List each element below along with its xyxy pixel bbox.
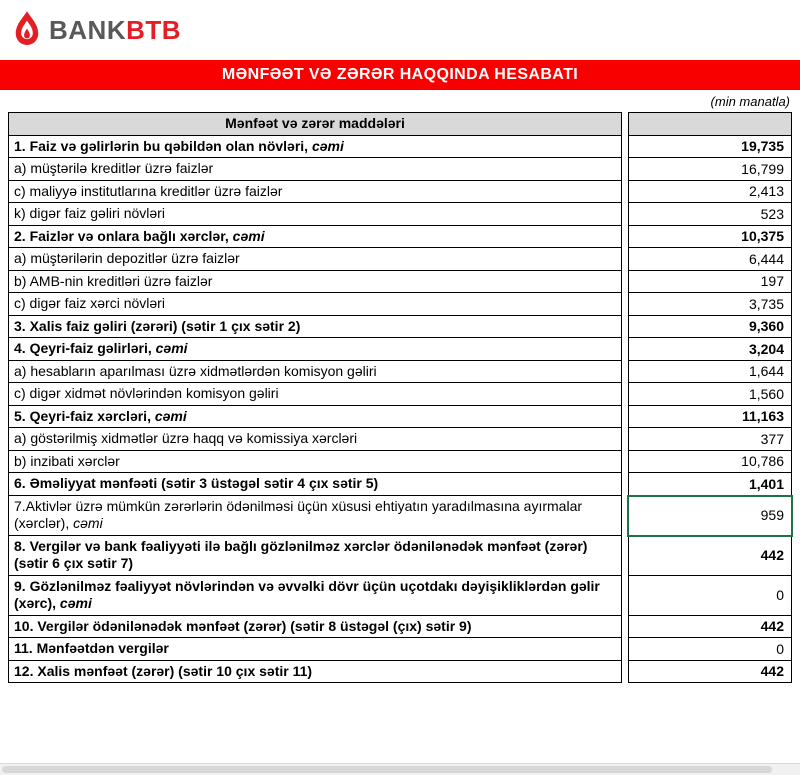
row-value: 442 bbox=[628, 661, 792, 684]
row-label-text: k) digər faiz gəliri növləri bbox=[14, 205, 165, 221]
row-label-text: c) digər xidmət növlərindən komisyon gəliri bbox=[14, 385, 279, 401]
pl-table-body bbox=[8, 136, 792, 684]
row-label-italic-suffix: cəmi bbox=[228, 227, 265, 244]
row-label-text: b) AMB-nin kreditləri üzrə faizlər bbox=[14, 272, 213, 289]
row-label bbox=[8, 271, 622, 294]
logo-text-btb: BTB bbox=[126, 15, 182, 45]
row-label bbox=[8, 316, 622, 339]
row-label bbox=[8, 226, 622, 249]
table-header-row bbox=[8, 112, 792, 136]
row-label-italic-suffix: cəmi bbox=[308, 137, 344, 154]
row-value: 10,375 bbox=[628, 226, 792, 249]
row-label bbox=[8, 248, 622, 271]
row-label-text: a) müştərilərin depozitlər üzrə faizlər bbox=[14, 250, 240, 266]
row-label bbox=[8, 383, 622, 406]
bank-logo bbox=[0, 0, 800, 50]
row-value: 377 bbox=[628, 428, 792, 451]
table-row bbox=[8, 616, 792, 639]
row-label-text: 10. Vergilər ödənilənədək mənfəət (zərər) (sətir 8 üstəgəl (çıx) sətir 9) bbox=[14, 617, 472, 634]
row-label bbox=[8, 616, 622, 639]
table-row bbox=[8, 316, 792, 339]
row-label-text: a) müştərilə kreditlər üzrə faizlər bbox=[14, 160, 214, 176]
table-row bbox=[8, 338, 792, 361]
row-label-text: 1. Faiz və gəlirlərin bu qəbildən olan növləri, bbox=[14, 137, 309, 154]
row-label-text: b) inzibati xərclər bbox=[14, 452, 120, 469]
row-label bbox=[8, 576, 622, 616]
table-row bbox=[8, 136, 792, 159]
table-row bbox=[8, 271, 792, 294]
row-label bbox=[8, 638, 622, 661]
row-label-text: 6. Əməliyyat mənfəəti (sətir 3 üstəgəl sətir 4 çıx sətir 5) bbox=[14, 475, 379, 491]
row-label-italic-suffix: cəmi bbox=[56, 595, 92, 611]
row-value: 11,163 bbox=[628, 406, 792, 429]
row-value: 1,560 bbox=[628, 383, 792, 406]
row-value: 197 bbox=[628, 271, 792, 294]
table-row bbox=[8, 406, 792, 429]
table-header-value bbox=[628, 112, 792, 136]
row-label-text: 11. Mənfəətdən vergilər bbox=[14, 640, 169, 656]
row-label bbox=[8, 496, 622, 536]
table-row bbox=[8, 361, 792, 384]
row-label bbox=[8, 158, 622, 181]
row-label bbox=[8, 451, 622, 474]
row-value: 6,444 bbox=[628, 248, 792, 271]
row-label bbox=[8, 203, 622, 226]
row-label bbox=[8, 181, 622, 204]
logo-text-bank: BANK bbox=[49, 15, 127, 45]
row-label-text: a) hesabların aparılması üzrə xidmətlərdən komisyon gəliri bbox=[14, 362, 377, 379]
row-label bbox=[8, 661, 622, 684]
table-row bbox=[8, 158, 792, 181]
table-row bbox=[8, 248, 792, 271]
row-value: 2,413 bbox=[628, 181, 792, 204]
row-value: 442 bbox=[628, 536, 792, 576]
row-label-text: 8. Vergilər və bank fəaliyyəti ilə bağlı gözlənilməz xərclər ödənilənədək mənfəət (zərər) (sətir 6 çıx sətir 7) bbox=[14, 537, 588, 571]
row-label bbox=[8, 293, 622, 316]
table-row bbox=[8, 181, 792, 204]
row-label bbox=[8, 361, 622, 384]
row-value: 442 bbox=[628, 616, 792, 639]
row-value: 3,204 bbox=[628, 338, 792, 361]
row-label-italic-suffix: cəmi bbox=[69, 515, 103, 531]
row-value: 19,735 bbox=[628, 136, 792, 159]
row-label-text: c) digər faiz xərci növləri bbox=[14, 295, 165, 311]
row-label-text: c) maliyyə institutlarına kreditlər üzrə faizlər bbox=[14, 182, 283, 199]
row-label-text: 4. Qeyri-faiz gəlirləri, bbox=[14, 340, 152, 356]
row-label bbox=[8, 428, 622, 451]
row-label-text: 5. Qeyri-faiz xərcləri, bbox=[14, 407, 151, 424]
row-value: 523 bbox=[628, 203, 792, 226]
row-value: 1,401 bbox=[628, 473, 792, 496]
row-value: 1,644 bbox=[628, 361, 792, 384]
row-label bbox=[8, 136, 622, 159]
table-row bbox=[8, 536, 792, 576]
row-label bbox=[8, 406, 622, 429]
horizontal-scrollbar-thumb[interactable] bbox=[2, 766, 772, 773]
table-header-label: Mənfəət və zərər maddələri bbox=[8, 112, 622, 136]
row-value: 10,786 bbox=[628, 451, 792, 474]
pl-table bbox=[8, 112, 792, 683]
bank-logo-flame-icon bbox=[12, 10, 42, 50]
table-row bbox=[8, 496, 792, 536]
table-row bbox=[8, 293, 792, 316]
table-row bbox=[8, 451, 792, 474]
row-label-italic-suffix: cəmi bbox=[151, 340, 188, 356]
table-row bbox=[8, 428, 792, 451]
row-label-text: 12. Xalis mənfəət (zərər) (sətir 10 çıx sətir 11) bbox=[14, 662, 313, 679]
table-row bbox=[8, 383, 792, 406]
row-value: 959 bbox=[628, 496, 792, 536]
table-row bbox=[8, 638, 792, 661]
horizontal-scrollbar[interactable] bbox=[0, 763, 800, 775]
row-value: 0 bbox=[628, 638, 792, 661]
row-value: 0 bbox=[628, 576, 792, 616]
bank-logo-text bbox=[49, 17, 181, 43]
row-label-italic-suffix: cəmi bbox=[150, 407, 187, 424]
row-label-text: 3. Xalis faiz gəliri (zərəri) (sətir 1 çıx sətir 2) bbox=[14, 317, 301, 334]
unit-note: (min manatla) bbox=[710, 94, 790, 109]
row-label-text: 2. Faizlər və onlara bağlı xərclər, bbox=[14, 227, 229, 244]
table-row bbox=[8, 661, 792, 684]
row-label-text: 9. Gözlənilməz fəaliyyət növlərindən və əvvəlki dövr üçün uçotdakı dəyişikliklərdən gəlir (xərc), bbox=[14, 577, 600, 611]
row-value: 9,360 bbox=[628, 316, 792, 339]
row-label bbox=[8, 473, 622, 496]
row-value: 3,735 bbox=[628, 293, 792, 316]
row-value: 16,799 bbox=[628, 158, 792, 181]
table-row bbox=[8, 473, 792, 496]
row-label-text: 7.Aktivlər üzrə mümkün zərərlərin ödənilməsi üçün xüsusi ehtiyatın yaradılmasına ayırmalar (xərclər), bbox=[14, 497, 583, 531]
report-title-banner bbox=[0, 60, 800, 90]
row-label-text: a) göstərilmiş xidmətlər üzrə haqq və komissiya xərcləri bbox=[14, 430, 358, 446]
row-label bbox=[8, 338, 622, 361]
report-title: MƏNFƏƏT VƏ ZƏRƏR HAQQINDA HESABATI bbox=[221, 66, 579, 83]
table-row bbox=[8, 576, 792, 616]
table-row bbox=[8, 203, 792, 226]
row-label bbox=[8, 536, 622, 576]
table-row bbox=[8, 226, 792, 249]
